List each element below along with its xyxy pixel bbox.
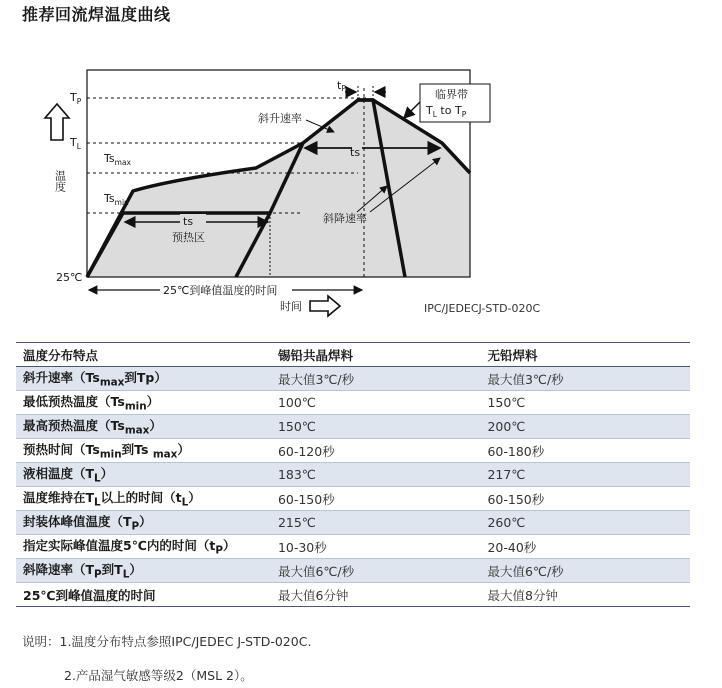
header-pbfree: 无铅焊料 — [480, 343, 690, 367]
table-row — [16, 559, 690, 583]
time-to-peak-label: 25℃到峰值温度的时间 — [163, 284, 278, 297]
row-param: 斜升速率（$Ts_{max}$到Tp） — [16, 367, 271, 391]
table-row — [16, 463, 690, 487]
row-snpb: 150℃ — [271, 415, 481, 439]
tsmin-label: $Ts_{min}$ — [104, 192, 129, 207]
header-snpb: 锡铅共晶焊料 — [271, 343, 481, 367]
row-snpb: 最大值3℃/秒 — [271, 367, 481, 391]
t25-label: 25℃ — [56, 271, 83, 284]
table-row — [16, 511, 690, 535]
note-2: 2.产品湿气敏感等级2（MSL 2）。 — [64, 668, 253, 683]
row-pbfree: 最大值6℃/秒 — [480, 559, 690, 583]
row-snpb: 100℃ — [271, 391, 481, 415]
y-axis-label: 温度 — [53, 170, 67, 192]
row-pbfree: 217℃ — [480, 463, 690, 487]
row-param: 25℃到峰值温度的时间 — [16, 583, 271, 607]
row-param: 指定实际峰值温度5℃内的时间$(t_P)$ — [16, 535, 271, 559]
tsmax-label: $Ts_{max}$ — [104, 152, 131, 167]
table-row — [16, 487, 690, 511]
tp-label: $T_P$ — [70, 91, 82, 106]
critical-zone-pointer — [404, 102, 420, 118]
tl-label: $T_L$ — [70, 136, 81, 151]
row-param: 封装体峰值温度$(T_P)$ — [16, 511, 271, 535]
row-snpb: 215℃ — [271, 511, 481, 535]
row-pbfree: 200℃ — [480, 415, 690, 439]
row-snpb: 60-120秒 — [271, 439, 481, 463]
row-param: 最低预热温度$(Ts_{min})$ — [16, 391, 271, 415]
preheat-zone-label: 预热区 — [172, 231, 205, 244]
x-axis-label: 时间 — [280, 300, 302, 313]
row-param: 预热时间（$Ts_{min}$到Ts $_{max}$） — [16, 439, 271, 463]
table-header-row — [16, 343, 690, 367]
reflow-profile-diagram — [0, 0, 722, 330]
row-pbfree: 60-180秒 — [480, 439, 690, 463]
row-pbfree: 260℃ — [480, 511, 690, 535]
ts-preheat-label: ts — [183, 215, 194, 228]
ts-liquid-label: ts — [350, 146, 361, 159]
row-pbfree: 150℃ — [480, 391, 690, 415]
table-row — [16, 439, 690, 463]
row-snpb: 10-30秒 — [271, 535, 481, 559]
row-param: 温度维持在$T_L$以上的时间$(t_L)$ — [16, 487, 271, 511]
critical-range-label: $T_L$ to $T_P$ — [426, 104, 467, 119]
row-pbfree: 最大值8分钟 — [480, 583, 690, 607]
row-snpb: 60-150秒 — [271, 487, 481, 511]
reflow-spec-table — [16, 342, 690, 607]
note-1: 说明：1.温度分布特点参照IPC/JEDEC J-STD-020C. — [22, 634, 312, 649]
table-row — [16, 583, 690, 607]
tp-time-label: tP — [337, 79, 346, 93]
table-row — [16, 367, 690, 391]
temperature-up-arrow — [45, 104, 69, 140]
row-param: 最高预热温度$(Ts_{max})$ — [16, 415, 271, 439]
table-row — [16, 415, 690, 439]
row-snpb: 最大值6分钟 — [271, 583, 481, 607]
header-profile: 温度分布特点 — [16, 343, 271, 367]
standard-label: IPC/JEDECJ-STD-020C — [424, 302, 541, 315]
time-right-arrow — [310, 296, 340, 316]
row-param: 斜降速率（$T_P$到$T_L$） — [16, 559, 271, 583]
row-pbfree: 60-150秒 — [480, 487, 690, 511]
table-row — [16, 391, 690, 415]
row-snpb: 183℃ — [271, 463, 481, 487]
critical-zone-label: 临界带 — [435, 88, 468, 101]
row-pbfree: 最大值3℃/秒 — [480, 367, 690, 391]
page-title: 推荐回流焊温度曲线 — [22, 5, 171, 24]
table-row — [16, 535, 690, 559]
ramp-down-label: 斜降速率 — [323, 212, 367, 225]
row-param: 液相温度$(T_L)$ — [16, 463, 271, 487]
row-pbfree: 20-40秒 — [480, 535, 690, 559]
ramp-up-label: 斜升速率 — [258, 112, 302, 125]
notes — [22, 630, 311, 688]
row-snpb: 最大值6℃/秒 — [271, 559, 481, 583]
